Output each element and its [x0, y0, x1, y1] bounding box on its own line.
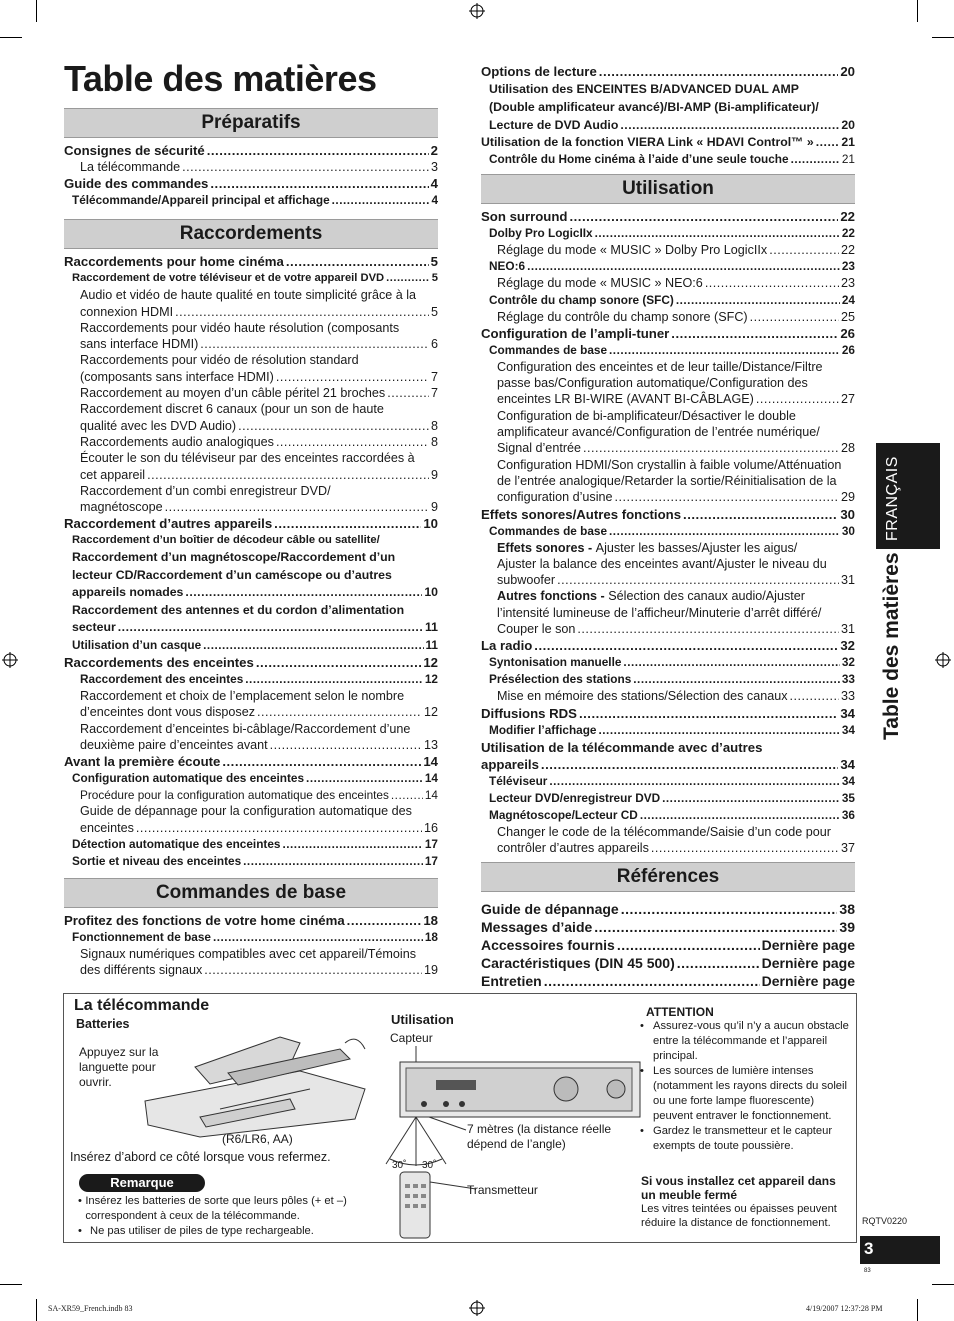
- toc-entry[interactable]: Sortie et niveau des enceintes ..... 17: [64, 853, 438, 870]
- toc-entry[interactable]: Consignes de sécurité ..... 2: [64, 142, 438, 159]
- toc-entry-line[interactable]: Raccordement d’un magnétoscope/Raccordement d’un: [72, 550, 396, 565]
- toc-entry[interactable]: Utilisation de la télécommande avec d’autres appareils ..... 34: [481, 739, 855, 773]
- toc-entry[interactable]: Raccordement au moyen d’un câble péritel 21 broches ..... 7: [64, 385, 438, 401]
- toc-entry[interactable]: Détection automatique des enceintes ..... 17: [64, 836, 438, 853]
- toc-entry[interactable]: Diffusions RDS ..... 34: [481, 705, 855, 722]
- sensor-label: Capteur: [390, 1031, 433, 1045]
- toc-entry-line[interactable]: (Double amplificateur avancé)/BI-AMP (Bi-amplificateur)/: [489, 100, 819, 114]
- toc-entry[interactable]: Télécommande/Appareil principal et affichage ..... 4: [64, 192, 438, 209]
- toc-entry-line[interactable]: Raccordement des antennes et du cordon d’alimentation: [72, 602, 405, 617]
- toc-entry[interactable]: secteur ..... 11: [64, 619, 438, 637]
- toc-entry[interactable]: Réglage du mode « MUSIC » NEO:6 ..... 23: [481, 275, 855, 291]
- furniture-title: Si vous installez cet appareil dans un meuble fermé: [641, 1174, 836, 1202]
- toc-entry-line[interactable]: Utilisation des ENCEINTES B/ADVANCED DUAL AMP: [489, 82, 799, 96]
- toc-entry[interactable]: Configuration automatique des enceintes ..... 14: [64, 770, 438, 787]
- toc-entry[interactable]: Configuration de l’ampli-tuner ..... 26: [481, 325, 855, 342]
- remote-box-title: La télécommande: [74, 997, 210, 1014]
- remote-battery-illustration: [140, 1029, 370, 1139]
- toc-entry[interactable]: Guide des commandes ..... 4: [64, 175, 438, 192]
- toc-entry[interactable]: Guide de dépannage pour la configuration automatique des enceintes ..... 16: [64, 803, 438, 836]
- toc-entry[interactable]: Lecture de DVD Audio ..... 20: [481, 116, 855, 134]
- registration-mark-icon: [469, 1300, 485, 1316]
- registration-mark-icon: [469, 3, 485, 19]
- toc-entry[interactable]: Lecteur DVD/enregistreur DVD ..... 35: [481, 790, 855, 807]
- toc-entry[interactable]: Configuration de bi-amplificateur/Désactiver le double amplificateur avancé/Configuration de l’entrée numérique/ Signal d’entrée ..... 28: [481, 408, 855, 457]
- toc-entry[interactable]: Raccordements des enceintes ..... 12: [64, 654, 438, 671]
- toc-entry[interactable]: Utilisation de la fonction VIERA Link « HDAVI Control™ » ..... 21: [481, 134, 855, 151]
- toc-entry-line[interactable]: Raccordement d’un boîtier de décodeur câble ou satellite/: [72, 534, 380, 547]
- angle-left: 30˚: [392, 1160, 407, 1171]
- toc-entry[interactable]: Contrôle du champ sonore (SFC) ..... 24: [481, 292, 855, 309]
- toc-entry[interactable]: Effets sonores - Ajuster les basses/Ajuster les aigus/ Ajuster la balance des enceintes avant/Ajuster le niveau du subwoofer ..... 31: [481, 540, 855, 589]
- toc-entry[interactable]: Raccordement des enceintes ..... 12: [64, 671, 438, 688]
- section-header-raccordements: Raccordements: [64, 219, 438, 249]
- toc-entry[interactable]: Changer le code de la télécommande/Saisie d’un code pour contrôler d’autres appareils ..... 37: [481, 824, 855, 857]
- toc-entry[interactable]: Son surround ..... 22: [481, 208, 855, 225]
- toc-entry[interactable]: Raccordement et choix de l’emplacement selon le nombre d’enceintes dont vous disposez ..... 12: [64, 688, 438, 721]
- remark-badge: Remarque: [79, 1174, 205, 1192]
- toc-entry[interactable]: Messages d’aide ..... 39: [481, 918, 855, 936]
- toc-entry[interactable]: Options de lecture ..... 20: [481, 63, 855, 80]
- batteries-label: Batteries: [76, 1017, 130, 1031]
- toc-entry[interactable]: Raccordement de votre téléviseur et de votre appareil DVD ..... 5: [64, 270, 438, 287]
- toc-entry[interactable]: La télécommande ..... 3: [64, 159, 438, 175]
- toc-entry[interactable]: Audio et vidéo de haute qualité en toute simplicité grâce à la connexion HDMI ..... 5: [64, 287, 438, 320]
- remote-control-box: [63, 993, 857, 1243]
- toc-entry[interactable]: appareils nomades ..... 10: [64, 584, 438, 602]
- toc-entry[interactable]: Raccordements audio analogiques ..... 8: [64, 434, 438, 450]
- side-section-title: Table des matières: [880, 552, 903, 740]
- section-header-commandes: Commandes de base: [64, 878, 438, 908]
- toc-entry[interactable]: Commandes de base ..... 30: [481, 523, 855, 540]
- insert-side-text: Insérez d’abord ce côté lorsque vous refermez.: [70, 1150, 331, 1164]
- usage-label: Utilisation: [391, 1012, 454, 1027]
- language-tab: FRANÇAIS: [876, 443, 940, 549]
- attention-title: ATTENTION: [646, 1005, 714, 1019]
- toc-entry[interactable]: Raccordement d’un combi enregistreur DVD/ magnétoscope ..... 9: [64, 483, 438, 516]
- toc-entry[interactable]: Guide de dépannage ..... 38: [481, 900, 855, 918]
- toc-entry[interactable]: Avant la première écoute ..... 14: [64, 753, 438, 770]
- toc-right-column: [481, 63, 855, 990]
- toc-entry[interactable]: Autres fonctions - Sélection des canaux audio/Ajuster l’intensité lumineuse de l’afficheur/Minuterie d’arrêt différé/ Couper le son ..... 31: [481, 588, 855, 637]
- toc-entry[interactable]: Magnétoscope/Lecteur CD ..... 36: [481, 807, 855, 824]
- page-number-box: 3: [860, 1236, 940, 1264]
- section-header-preparatifs: Préparatifs: [64, 108, 438, 138]
- toc-entry[interactable]: Raccordements pour home cinéma ..... 5: [64, 253, 438, 270]
- toc-entry[interactable]: Procédure pour la configuration automatique des enceintes ..... 14: [64, 787, 438, 803]
- toc-entry[interactable]: Profitez des fonctions de votre home cinéma ..... 18: [64, 912, 438, 929]
- toc-entry[interactable]: Fonctionnement de base ..... 18: [64, 929, 438, 946]
- toc-entry[interactable]: Dolby Pro LogicIIx ..... 22: [481, 225, 855, 242]
- footer-file: SA-XR59_French.indb 83: [48, 1304, 133, 1313]
- toc-entry[interactable]: Configuration des enceintes et de leur taille/Distance/Filtre passe bas/Configuration automatique/Configuration des enceintes LR BI-WIRE (AVANT BI-CÂBLAGE) ..... 27: [481, 359, 855, 408]
- toc-entry[interactable]: Accessoires fournis ..... Dernière page: [481, 936, 855, 954]
- toc-entry[interactable]: Caractéristiques (DIN 45 500) ..... Dernière page: [481, 954, 855, 972]
- toc-entry-line[interactable]: lecteur CD/Raccordement d’un caméscope ou d’autres: [72, 567, 392, 582]
- toc-entry[interactable]: Commandes de base ..... 26: [481, 342, 855, 359]
- toc-entry[interactable]: La radio ..... 32: [481, 637, 855, 654]
- page-title: Table des matières: [64, 58, 377, 99]
- page-code: RQTV0220: [862, 1216, 908, 1226]
- toc-left-column: [64, 102, 438, 979]
- toc-entry[interactable]: Raccordements pour vidéo de résolution standard (composants sans interface HDMI) ..... 7: [64, 352, 438, 385]
- attention-list: • Assurez-vous qu’il n’y a aucun obstacle entre la télécommande et l’appareil principal. • Les sources de lumière intenses (notamment les rayons directs du soleil ou une forte lampe fluorescente) peuvent entraver le fonctionnement. • Gardez le transmetteur et le capteur exempts de toute poussière.: [640, 1020, 849, 1152]
- registration-mark-icon: [2, 652, 18, 668]
- toc-entry[interactable]: Entretien ..... Dernière page: [481, 972, 855, 990]
- toc-entry[interactable]: Raccordement d’enceintes bi-câblage/Raccordement d’une deuxième paire d’enceintes avant ..... 13: [64, 721, 438, 754]
- furniture-text: Les vitres teintées ou épaisses peuvent réduire la distance de fonctionnement.: [641, 1203, 837, 1229]
- remark-notes: • Insérez les batteries de sorte que leurs pôles (+ et –) correspondent à ceux de la télécommande. • Ne pas utiliser de piles de type rechargeable.: [78, 1195, 347, 1237]
- angle-right: 30˚: [422, 1160, 437, 1171]
- toc-entry[interactable]: Raccordements pour vidéo haute résolution (composants sans interface HDMI) ..... 6: [64, 320, 438, 353]
- transmitter-label: Transmetteur: [467, 1183, 538, 1197]
- toc-entry[interactable]: NEO:6 ..... 23: [481, 258, 855, 275]
- press-tab-text: Appuyez sur la languette pour ouvrir.: [79, 1045, 159, 1089]
- toc-entry[interactable]: Configuration HDMI/Son crystallin à faible volume/Atténuation de l’entrée analogique/Retarder la sortie/Réinitialisation de la configuration d’usine ..... 29: [481, 457, 855, 506]
- toc-entry[interactable]: Téléviseur ..... 34: [481, 773, 855, 790]
- toc-entry[interactable]: Syntonisation manuelle ..... 32: [481, 654, 855, 671]
- small-page-number: 83: [864, 1268, 871, 1274]
- toc-entry[interactable]: Modifier l’affichage ..... 34: [481, 722, 855, 739]
- toc-entry[interactable]: Mise en mémoire des stations/Sélection des canaux ..... 33: [481, 688, 855, 704]
- section-header-references: Références: [481, 862, 855, 892]
- footer-date: 4/19/2007 12:37:28 PM: [806, 1304, 883, 1313]
- toc-entry[interactable]: Réglage du contrôle du champ sonore (SFC) ..... 25: [481, 309, 855, 325]
- toc-entry[interactable]: Raccordement discret 6 canaux (pour un son de haute qualité avec les DVD Audio) ..... 8: [64, 401, 438, 434]
- distance-note: 7 mètres (la distance réelle dépend de l’angle): [467, 1122, 612, 1151]
- toc-entry[interactable]: Réglage du mode « MUSIC » Dolby Pro LogicIIx ..... 22: [481, 242, 855, 258]
- toc-entry[interactable]: Raccordement d’autres appareils ..... 10: [64, 515, 438, 532]
- toc-entry[interactable]: Présélection des stations ..... 33: [481, 671, 855, 688]
- toc-entry[interactable]: Utilisation d’un casque ..... 11: [64, 637, 438, 654]
- registration-mark-icon: [935, 652, 951, 668]
- toc-entry[interactable]: Signaux numériques compatibles avec cet appareil/Témoins des différents signaux ..... 19: [64, 946, 438, 979]
- toc-entry[interactable]: Effets sonores/Autres fonctions ..... 30: [481, 506, 855, 523]
- battery-type: (R6/LR6, AA): [222, 1132, 293, 1146]
- toc-entry[interactable]: Écouter le son du téléviseur par des enceintes raccordées à cet appareil ..... 9: [64, 450, 438, 483]
- section-header-utilisation: Utilisation: [481, 174, 855, 204]
- toc-entry[interactable]: Contrôle du Home cinéma à l’aide d’une seule touche ..... 21: [481, 151, 855, 168]
